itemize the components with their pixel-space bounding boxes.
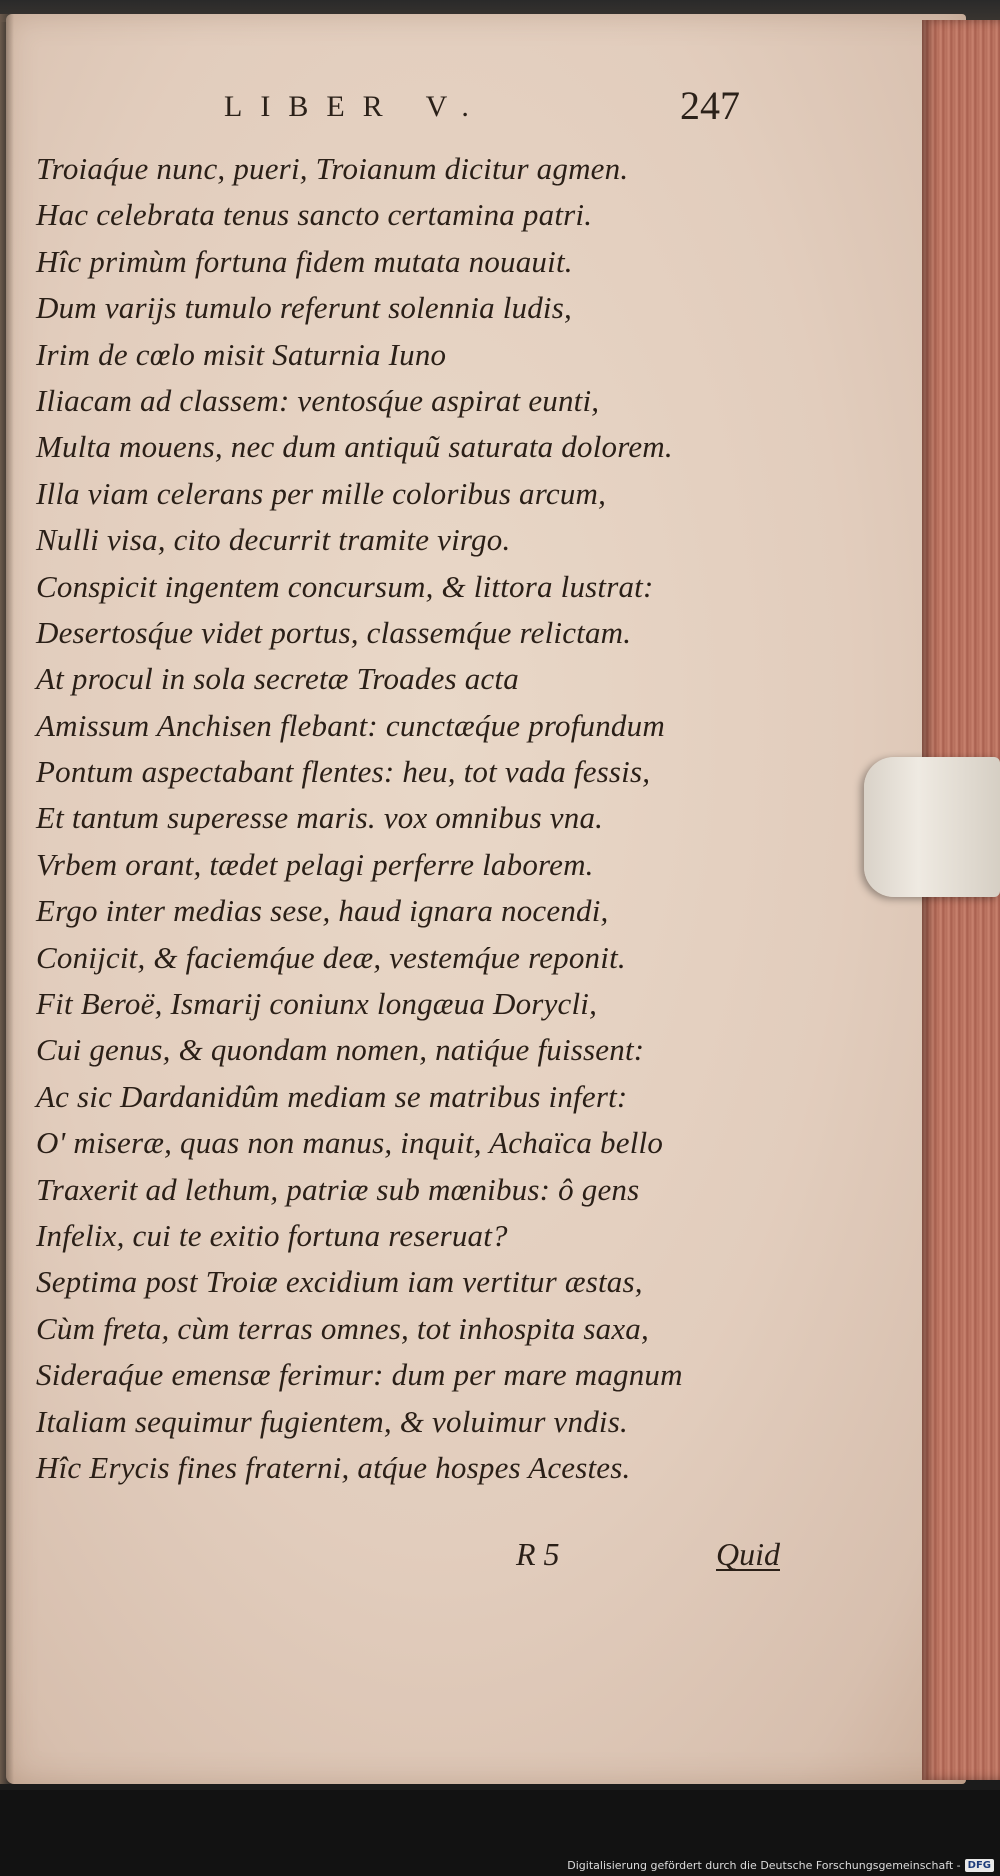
verse-line: Hîc primùm fortuna fidem mutata nouauit. [36, 243, 573, 279]
scanner-bottom-strip [0, 1790, 1000, 1876]
verse-line: Vrbem orant, tædet pelagi perferre laborem. [36, 846, 594, 882]
verse-line: Ac sic Dardanidûm mediam se matribus infert: [36, 1078, 628, 1114]
verse-line: Conijcit, & faciemq́ue deæ, vestemq́ue reponit. [36, 939, 626, 975]
running-title: LIBER V. [224, 90, 487, 123]
signature-mark: R 5 [516, 1536, 560, 1572]
verse-line: Hac celebrata tenus sancto certamina patri. [36, 197, 593, 233]
verse-line: Desertosq́ue videt portus, classemq́ue relictam. [36, 614, 632, 650]
verse-line: Amissum Anchisen flebant: cunctæq́ue profundum [36, 707, 665, 743]
verse-line: Dum varijs tumulo referunt solennia ludis, [36, 290, 572, 326]
verse-line: Septima post Troiæ excidium iam vertitur æstas, [36, 1264, 643, 1300]
verse-line: Illa viam celerans per mille coloribus arcum, [36, 475, 607, 511]
dfg-logo-icon: DFG [965, 1859, 994, 1872]
page-edges [922, 20, 1000, 1780]
verse-line: Traxerit ad lethum, patriæ sub mœnibus: ô gens [36, 1171, 640, 1207]
verse-line: Et tantum superesse maris. vox omnibus vna. [36, 800, 604, 836]
digitization-credit [567, 1859, 994, 1872]
catchword: Quid [716, 1536, 780, 1572]
page-number: 247 [680, 83, 740, 128]
verse-line: Pontum aspectabant flentes: heu, tot vada fessis, [36, 754, 651, 790]
verse-line: Hîc Erycis fines fraterni, atq́ue hospes Acestes. [36, 1449, 631, 1485]
verse-line: Infelix, cui te exitio fortuna reseruat? [36, 1217, 508, 1253]
verse-line: Troiaq́ue nunc, pueri, Troianum dicitur agmen. [36, 151, 629, 186]
credit-text: Digitalisierung gefördert durch die Deutsche Forschungsgemeinschaft - [567, 1859, 961, 1872]
book-page [6, 14, 966, 1784]
verse-block [36, 146, 866, 1491]
verse-line: Irim de cœlo misit Saturnia Iuno [36, 336, 447, 372]
verse-line: Iliacam ad classem: ventosq́ue aspirat eunti, [36, 382, 600, 418]
verse-line: Conspicit ingentem concursum, & littora lustrat: [36, 568, 654, 604]
verse-line: Cui genus, & quondam nomen, natiq́ue fuissent: [36, 1032, 645, 1068]
verse-line: O' miseræ, quas non manus, inquit, Achaïca bello [36, 1125, 664, 1161]
gutter-shadow [0, 14, 14, 1784]
verse-line: Sideraq́ue emensæ ferimur: dum per mare magnum [36, 1357, 683, 1393]
verse-line: Italiam sequimur fugientem, & voluimur vndis. [36, 1403, 628, 1439]
verse-line: Cùm freta, cùm terras omnes, tot inhospita saxa, [36, 1310, 649, 1346]
verse-line: Ergo inter medias sese, haud ignara nocendi, [36, 893, 609, 929]
running-head [6, 82, 966, 132]
verse-line: Multa mouens, nec dum antiquũ saturata dolorem. [36, 429, 673, 465]
verse-line: Fit Beroë, Ismarij coniunx longæua Dorycli, [36, 986, 598, 1022]
verse-line: At procul in sola secretæ Troades acta [36, 661, 519, 697]
bookmark-tab [864, 757, 1000, 897]
catchline [516, 1536, 816, 1582]
verse-line: Nulli visa, cito decurrit tramite virgo. [36, 522, 511, 558]
